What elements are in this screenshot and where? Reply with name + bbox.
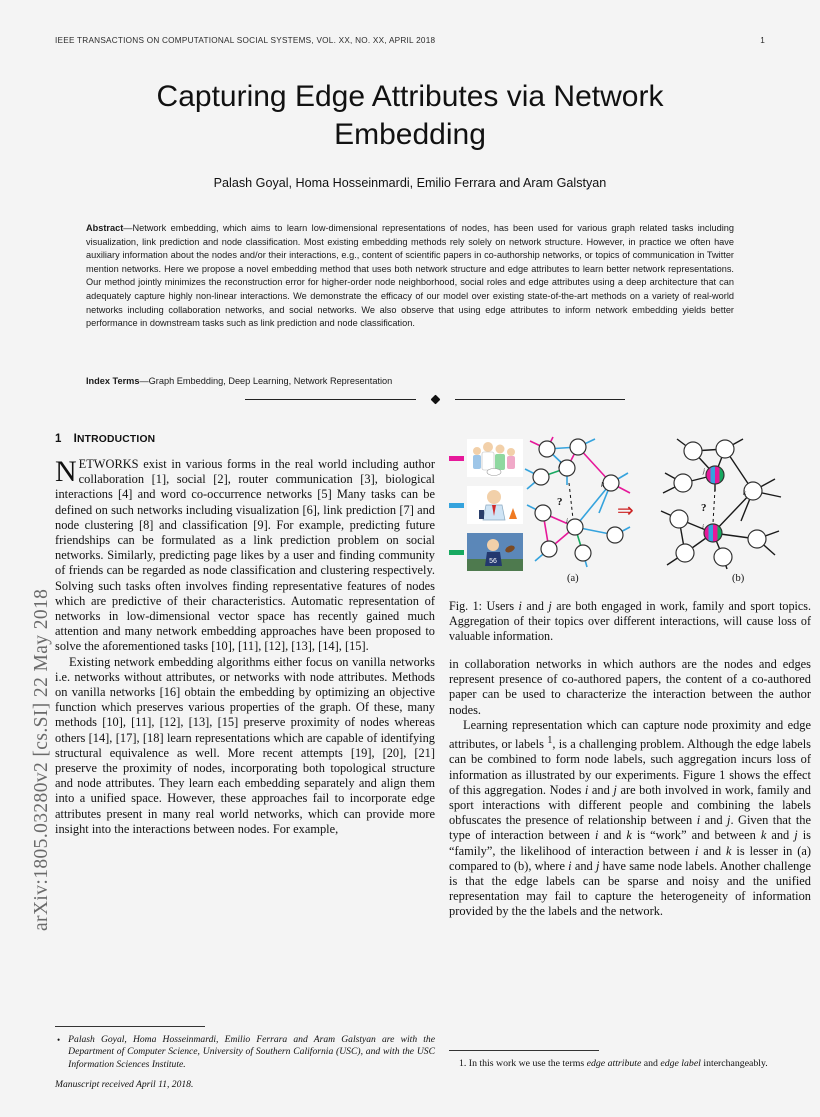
section-title: INTRODUCTION <box>73 433 156 445</box>
arxiv-stamp: arXiv:1805.03280v2 [cs.SI] 22 May 2018 <box>31 588 52 931</box>
index-terms-dash: — <box>139 376 149 386</box>
rp2-var-j2: j <box>727 813 731 828</box>
legend-image-family <box>467 439 523 477</box>
footnote-rule-left <box>55 1026 205 1027</box>
rp2-d: . Given that the type of interaction between <box>449 813 811 843</box>
rp2-g: is lesser in (a) compared to (b), where <box>449 843 811 873</box>
legend-swatch-family <box>449 456 464 461</box>
index-terms-label: Index Terms <box>86 376 140 386</box>
figure-caption-var-i: i <box>518 599 522 613</box>
diamond-icon <box>430 395 440 405</box>
svg-text:?: ? <box>557 496 563 508</box>
figure-graph-b <box>645 435 797 573</box>
figure-caption-p1: Users <box>482 599 519 613</box>
rp2-var-i2: i <box>696 813 701 828</box>
svg-text:?: ? <box>701 502 707 514</box>
subcaption-b: (b) <box>732 573 745 584</box>
right-column <box>449 433 811 920</box>
svg-text:i: i <box>566 517 568 525</box>
footnote-1-number: 1. <box>459 1058 467 1069</box>
footnote-1-a: In this work we use the terms <box>466 1058 587 1069</box>
rp2-var-j1: j <box>613 782 617 797</box>
svg-text:i: i <box>702 523 704 531</box>
intro-paragraph-1 <box>55 457 435 655</box>
abstract-dash: — <box>123 223 133 233</box>
abstract-block <box>86 222 734 331</box>
svg-text:56: 56 <box>489 558 497 565</box>
intro-paragraph-1-text: exist in various forms in the real world including author collaboration [1], social [2], router communication [3], biological interactions [4] and word co-occurrence networks [5] Many tasks can be defined on such networks including visualization [6], link prediction [7] and node clustering [8] and classification [9]. For example, predicting future friendships can be formulated as a link prediction problem on social networks. Similarly, predicting page likes by a user and finding community of friends can be regarded as node classification and clustering respectively. Solving such tasks often involves finding representative features of nodes which are predictive of their characteristics. Automatic representation of networks in low-dimensional vector space has recently gained much attention and many network embedding approaches have been proposed to solve the aforementioned tasks [10], [11], [12], [13], [14], [15]. <box>55 457 435 654</box>
right-paragraph-1: in collaboration networks in which authors are the nodes and edges represent presence of co-authored papers, the content of a co-authored paper can be used to characterize the interaction between the author nodes. <box>449 657 811 717</box>
figure-caption-p2: and <box>521 599 549 613</box>
right-paragraph-2: Learning representation which can capture node proximity and edge attributes, or labels $^1$, is a challenging problem. Although the edge labels can be combined to form node labels, such aggregation incurs loss of information as illustrated by our experiments. Figure 1 shows the effect of this aggregation. Nodes i and j are both involved in work, family and sport interactions with different people and combining the labels obfuscates the presence of relationship between i and j. Given that the type of interaction between i and k is “work” and between k and j is “family”, the likelihood of interaction between i and k is lesser in (a) compared to (b), where i and j have same node labels. Another challenge is that the edge labels can be sparse and noisy and the unified representation may fail to capture the heterogeneity of information provided by the the labels and the network. <box>449 717 811 919</box>
footnote-1-italic-1: edge attribute <box>586 1058 642 1069</box>
node-i-striped <box>704 524 722 542</box>
svg-text:j: j <box>703 467 705 475</box>
legend-swatch-work <box>449 503 464 508</box>
transformation-arrow-icon: ⇒ <box>617 500 634 522</box>
footnote-marker-1: 1 <box>547 735 553 747</box>
rp2-var-i1: i <box>584 782 589 797</box>
rp2-var-j4: j <box>595 858 600 873</box>
legend-image-work <box>467 486 523 524</box>
figure-legend <box>449 439 525 580</box>
svg-text:j: j <box>559 460 561 468</box>
family-illustration-icon <box>467 439 523 477</box>
rp2-e: is “work” and between <box>631 828 761 843</box>
running-head <box>55 36 765 45</box>
footnote-block-left <box>55 1034 435 1092</box>
divider-bar-left <box>245 399 416 400</box>
work-illustration-icon <box>467 486 523 524</box>
subcaption-a: (a) <box>567 573 579 584</box>
abstract-text: Network embedding, which aims to learn low-dimensional representations of nodes, has been used for various graph related tasks including visualization, link prediction and node classification. Most existing embedding methods rely solely on network structure. However, in practice we often have auxiliary information about the nodes and/or their interactions, e.g., content of scientific papers in co-authorship networks, or topics of communication in Twitter mention networks. Here we propose a novel embedding method that uses both network structure and edge attributes to learn better network representations. Our method jointly minimizes the reconstruction error for higher-order node neighborhood, social roles and edge attributes using a deep architecture that can adequately capture highly non-linear interactions. We demonstrate the efficacy of our model over existing state-of-the-art methods on a variety of real-world networks including collaboration networks, and social networks. We also observe that using edge attributes to inform network embedding yields better performance in downstream tasks such as link prediction and node classification. <box>86 223 734 329</box>
rp2-c: are both involved in work, family and sport interactions with different people and combining the labels obfuscates the presence of relationship between <box>449 782 811 828</box>
sport-illustration-icon <box>467 533 523 571</box>
svg-text:k: k <box>743 489 747 497</box>
footnote-block-right <box>449 1058 811 1071</box>
section-heading-introduction <box>55 433 435 445</box>
rp2-h: have same node labels. Another challenge is that the edge labels can be sparse and noisy and the unified representation may fail to capture the heterogeneity of information provided by the the labels and the network. <box>449 858 811 919</box>
page-title: Capturing Edge Attributes via Network Embedding <box>156 80 664 151</box>
page-number: 1 <box>760 36 765 45</box>
footnote-1-c: interchangeably. <box>700 1058 768 1069</box>
legend-row-sport <box>449 533 525 571</box>
bullet-icon: • <box>57 1035 61 1045</box>
footnote-affiliation <box>55 1034 435 1071</box>
figure-caption-prefix: Fig. 1: <box>449 599 483 613</box>
manuscript-received: Manuscript received April 11, 2018. <box>55 1079 194 1091</box>
drop-cap: N <box>55 455 77 488</box>
author-list: Palash Goyal, Homa Hosseinmardi, Emilio Ferrara and Aram Galstyan <box>213 176 607 190</box>
intro-paragraph-2: Existing network embedding algorithms either focus on vanilla networks i.e. networks without attributes, or networks with node attributes. Methods on vanilla networks [16] obtain the embedding by optimizing an objective function which preserves various properties of the graph. Of these, many methods [10], [11], [12], [13], [15] preserve proximity of nodes whereas others [14], [17], [18] learn representations which are capable of identifying structural equivalence as well. More recent attempts [19], [20], [21] preserve the proximity of nodes, incorporating both topological structure and node attributes. They learn each embedding separately and align them into a unified space. However, these approaches fail to incorporate edge attributes present in many real world networks, which can provide more insight into the interactions between nodes. For example, <box>55 654 435 836</box>
figure-caption <box>449 599 811 644</box>
legend-swatch-sport <box>449 550 464 555</box>
section-number: 1 <box>55 433 62 445</box>
index-terms-block <box>86 375 734 389</box>
legend-row-family <box>449 439 525 477</box>
figure-caption-p3: are both engaged in work, family and sport topics. Aggregation of their topics over different interactions, will cause loss of valuable information. <box>449 599 811 643</box>
footnote-1-italic-2: edge label <box>660 1058 701 1069</box>
legend-image-sport <box>467 533 523 571</box>
rp2-var-k1: k <box>626 828 632 843</box>
rp2-var-i4: i <box>694 843 699 858</box>
left-column <box>55 433 435 837</box>
rp2-b: , is a challenging problem. Although the edge labels can be combined to form node labels, such aggregation incurs loss of information as illustrated by our experiments. Figure 1 shows the effect of this aggregation. Nodes <box>449 737 811 797</box>
footnote-1-b: and <box>641 1058 661 1069</box>
index-terms-text: Graph Embedding, Deep Learning, Network Representation <box>148 376 393 386</box>
journal-title: IEEE TRANSACTIONS ON COMPUTATIONAL SOCIAL SYSTEMS, VOL. XX, NO. XX, APRIL 2018 <box>55 36 436 45</box>
divider-bar-right <box>455 399 626 400</box>
legend-row-work <box>449 486 525 524</box>
node-j-striped <box>706 466 724 484</box>
footnote-affiliation-text: Palash Goyal, Homa Hosseinmardi, Emilio Ferrara and Aram Galstyan are with the Department of Computer Science, University of Southern California (USC), and with the USC Information Sciences Institute. <box>68 1034 435 1070</box>
footnote-rule-right <box>449 1050 599 1051</box>
rp2-var-j3: j <box>794 828 798 843</box>
rp2-var-i3: i <box>594 828 599 843</box>
figure-1 <box>449 433 811 593</box>
rp2-var-k2: k <box>760 828 767 843</box>
section-divider <box>245 396 625 403</box>
svg-text:k: k <box>601 481 605 489</box>
rp2-f: is “family”, the likelihood of interaction between <box>449 828 811 858</box>
rp2-var-k3: k <box>726 843 732 858</box>
figure-caption-var-j: j <box>548 599 552 613</box>
rp2-a: Learning representation which can capture node proximity and edge attributes, or labels <box>449 717 811 752</box>
rp2-var-i5: i <box>568 858 572 873</box>
abstract-label: Abstract <box>86 223 124 233</box>
small-caps-run: ETWORKS <box>78 457 139 471</box>
